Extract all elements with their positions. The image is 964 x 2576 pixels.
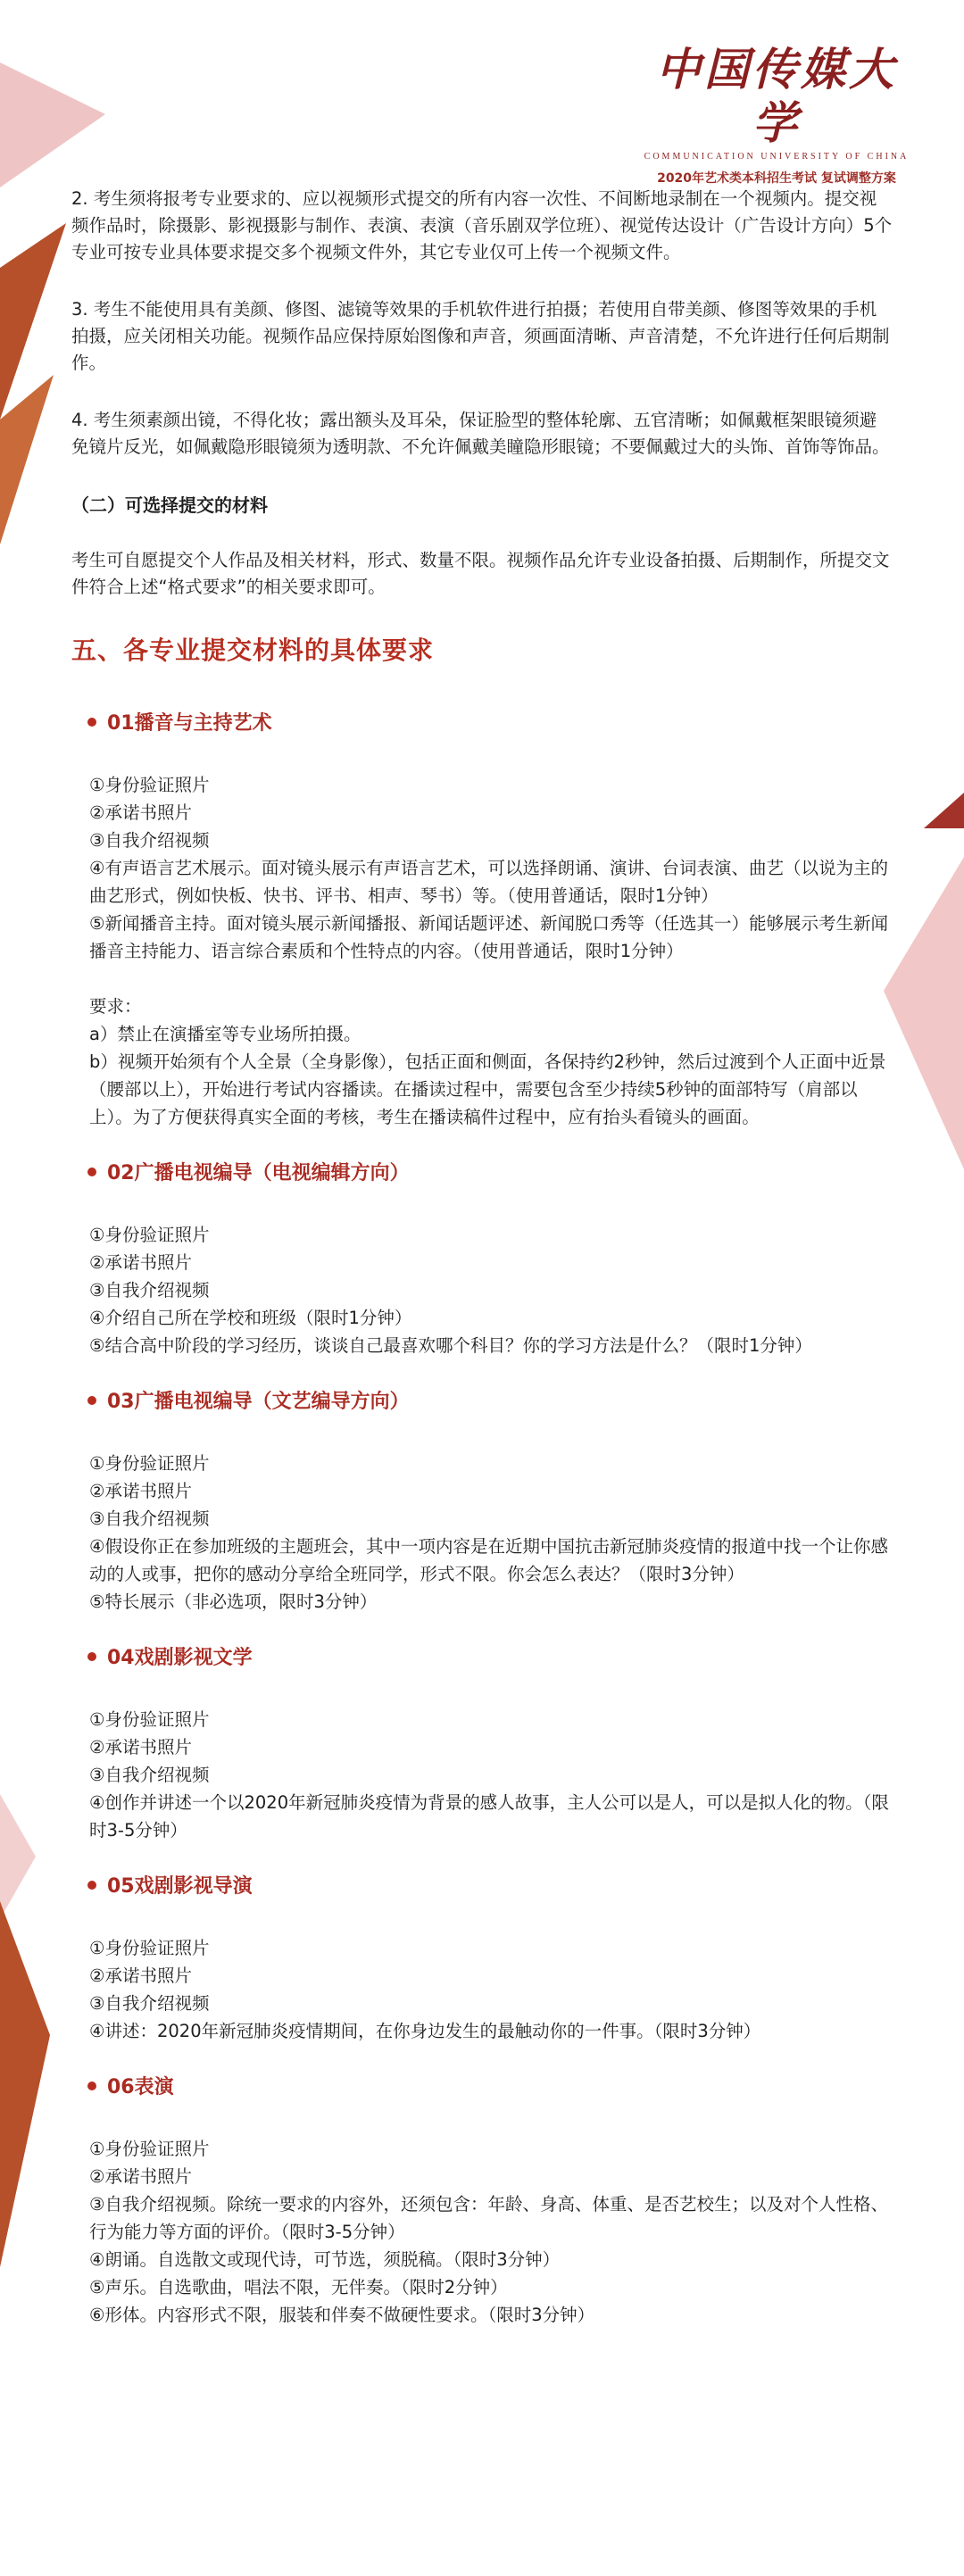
requirement-item: ①身份验证照片 [89,1709,210,1730]
requirement-item: ①身份验证照片 [89,2139,210,2159]
header-subtitle: 2020年艺术类本科招生考试 复试调整方案 [657,171,896,186]
requirement-item: ③自我介绍视频 [89,1993,210,2014]
bullet-dot-icon [87,1652,96,1661]
major-sections [71,708,893,2329]
requirement-item: ①身份验证照片 [89,775,210,795]
requirement-item: ③自我介绍视频 [89,830,210,851]
requirement-item: ④介绍自己所在学校和班级（限时1分钟） [89,1308,412,1328]
requirement-list [89,2135,893,2329]
requirement-item: ②承诺书照片 [89,802,192,823]
section-title-text: 03广播电视编导（文艺编导方向） [107,1391,410,1413]
document-body [71,186,893,2356]
requirement-item: ⑥形体。内容形式不限，服装和伴奏不做硬性要求。（限时3分钟） [89,2305,595,2325]
university-logo [634,43,919,187]
requirement-list [89,771,893,1131]
intro-item-4: 4. 考生须素颜出镜，不得化妆；露出额头及耳朵，保证脸型的整体轮廓、五官清晰；如佩戴框架眼镜须避免镜片反光，如佩戴隐形眼镜须为透明款、不允许佩戴美瞳隐形眼镜；不要佩戴过大的头饰、首饰等饰品。 [71,410,890,457]
requirement-item: ①身份验证照片 [89,1453,210,1474]
requirement-item: ③自我介绍视频 [89,1765,210,1785]
major-section [71,2072,893,2329]
section-title-text: 01播音与主持艺术 [107,712,272,735]
pink-wedge-right [884,857,964,1169]
requirement-item: 要求： [89,996,142,1017]
major-section [71,1158,893,1359]
section-title [87,2072,893,2099]
section-title [87,708,893,735]
pink-triangle-left-lower [0,1794,36,1919]
requirement-item: ⑤新闻播音主持。面对镜头展示新闻播报、新闻话题评述、新闻脱口秀等（任选其一）能够展示考生新闻播音主持能力、语言综合素质和个性特点的内容。（使用普通话，限时1分钟） [89,913,888,961]
bullet-dot-icon [87,1881,96,1890]
requirement-item: ⑤特长展示（非必选项，限时3分钟） [89,1591,378,1612]
pink-triangle-top-left [0,62,105,187]
requirement-item: ④假设你正在参加班级的主题班会，其中一项内容是在近期中国抗击新冠肺炎疫情的报道中找一个让你感动的人或事，把你的感动分享给全班同学，形式不限。你会怎么表达？（限时3分钟） [89,1536,888,1584]
requirement-list [89,1221,893,1359]
requirement-item: ④讲述：2020年新冠肺炎疫情期间，在你身边发生的最触动你的一件事。（限时3分钟） [89,2021,761,2041]
requirement-item: ①身份验证照片 [89,1938,210,1958]
logo-chinese: 中国传媒大学 [656,43,897,149]
section-title [87,1158,893,1185]
requirement-list [89,1706,893,1844]
requirement-item: ②承诺书照片 [89,1965,192,1986]
intro-item-2: 2. 考生须将报考专业要求的、应以视频形式提交的所有内容一次性、不间断地录制在一个视频内。提交视频作品时，除摄影、影视摄影与制作、表演、表演（音乐剧双学位班）、视觉传达设计（广告设计方向）5个专业可按专业具体要求提交多个视频文件外，其它专业仅可上传一个视频文件。 [71,188,893,262]
logo-english: COMMUNICATION UNIVERSITY OF CHINA [644,152,910,162]
intro-item-3: 3. 考生不能使用具有美颜、修图、滤镜等效果的手机软件进行拍摄；若使用自带美颜、修图等效果的手机拍摄，应关闭相关功能。视频作品应保持原始图像和声音，须画面清晰、声音清楚，不允许进行任何后期制作。 [71,299,890,373]
requirement-item: ②承诺书照片 [89,1252,192,1273]
requirement-item: ⑤声乐。自选歌曲，唱法不限，无伴奏。（限时2分钟） [89,2277,508,2298]
requirement-item: ①身份验证照片 [89,1225,210,1245]
requirement-item: ③自我介绍视频。除统一要求的内容外，还须包含：年龄、身高、体重、是否艺校生；以及对个人性格、行为能力等方面的评价。（限时3-5分钟） [89,2194,888,2242]
requirement-item: b）视频开始须有个人全景（全身影像），包括正面和侧面，各保持约2秒钟，然后过渡到个人正面中近景（腰部以上），开始进行考试内容播读。在播读过程中，需要包含至少持续5秒钟的面部特写（肩部以上）。为了方便获得真实全面的考核，考生在播读稿件过程中，应有抬头看镜头的画面。 [89,1051,886,1127]
requirement-list [89,1934,893,2045]
brown-triangle-left-1 [0,223,66,420]
requirement-item: ③自我介绍视频 [89,1508,210,1529]
bullet-dot-icon [87,1168,96,1176]
section-title-text: 02广播电视编导（电视编辑方向） [107,1162,410,1184]
requirement-item: a）禁止在演播室等专业场所拍摄。 [89,1024,362,1044]
requirement-item: ④朗诵。自选散文或现代诗，可节选，须脱稿。（限时3分钟） [89,2249,561,2270]
bullet-dot-icon [87,1396,96,1405]
requirement-item: ②承诺书照片 [89,2166,192,2187]
requirement-item: ②承诺书照片 [89,1737,192,1757]
requirement-item: ④有声语言艺术展示。面对镜头展示有声语言艺术，可以选择朗诵、演讲、台词表演、曲艺（以说为主的曲艺形式，例如快板、快书、评书、相声、琴书）等。（使用普通话，限时1分钟） [89,858,888,906]
optional-materials-text: 考生可自愿提交个人作品及相关材料，形式、数量不限。视频作品允许专业设备拍摄、后期制作，所提交文件符合上述“格式要求”的相关要求即可。 [71,550,890,597]
section-title [87,1386,893,1414]
brown-triangle-left-lower [0,1901,50,2267]
requirement-list [89,1450,893,1616]
major-section [71,1386,893,1616]
optional-materials-heading: （二）可选择提交的材料 [71,494,268,516]
requirement-item: ③自我介绍视频 [89,1280,210,1300]
major-section [71,1642,893,1844]
bullet-dot-icon [87,718,96,727]
requirement-item: ②承诺书照片 [89,1481,192,1501]
requirement-item: ⑤结合高中阶段的学习经历，谈谈自己最喜欢哪个科目？你的学习方法是什么？（限时1分钟） [89,1335,812,1356]
major-section [71,708,893,1131]
section-title-text: 04戏剧影视文学 [107,1647,253,1669]
main-heading: 五、各专业提交材料的具体要求 [71,636,435,665]
section-title [87,1871,893,1899]
section-title [87,1642,893,1670]
section-title-text: 06表演 [107,2076,174,2098]
section-title-text: 05戏剧影视导演 [107,1875,253,1898]
spacer [89,965,893,993]
brown-triangle-left-2 [0,375,54,544]
requirement-item: ④创作并讲述一个以2020年新冠肺炎疫情为背景的感人故事，主人公可以是人，可以是拟人化的物。（限时3-5分钟） [89,1792,889,1841]
bullet-dot-icon [87,2082,96,2090]
major-section [71,1871,893,2045]
dark-red-triangle-right [924,793,964,828]
